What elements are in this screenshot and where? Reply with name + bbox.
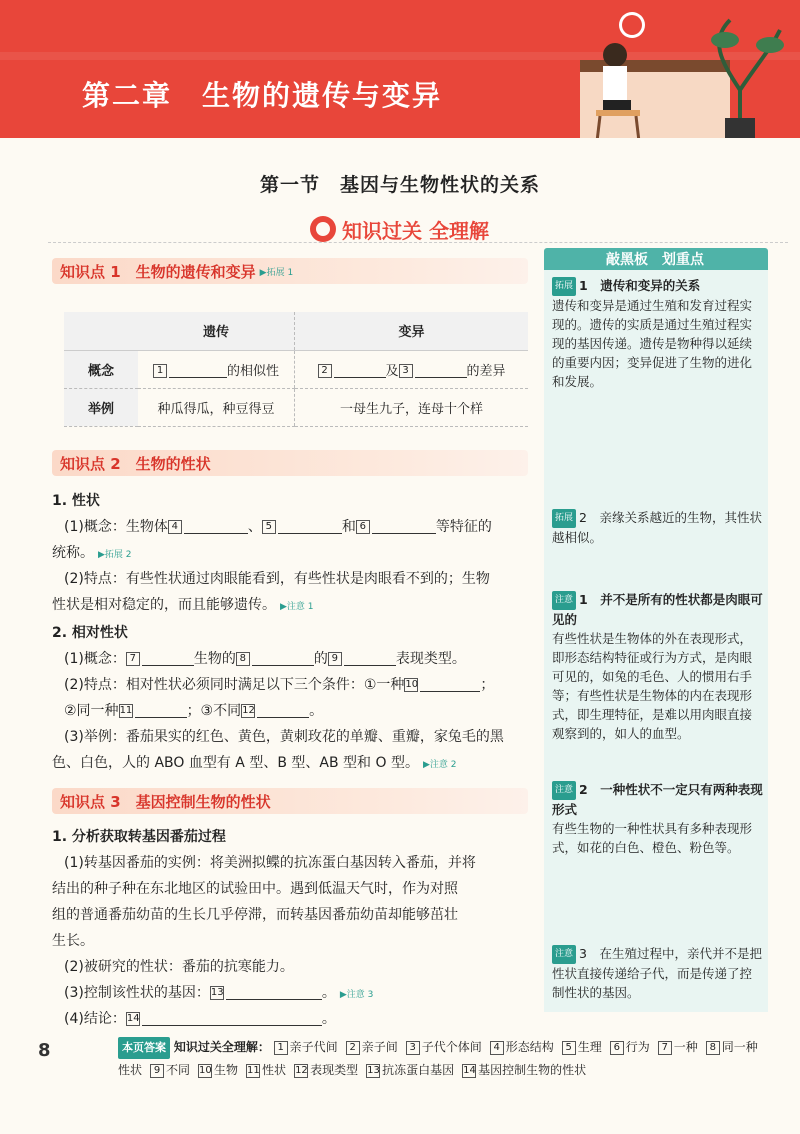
concept-heredity [138,350,295,388]
answer-number-box: 10 [199,1064,212,1076]
kp2-line5b: 生物的 [193,651,236,667]
blank-6[interactable] [372,520,436,534]
answer-number-box: 3 [406,1041,420,1055]
kp2-line6b: ； [480,677,495,693]
answer-box-13: 13 [210,987,224,998]
kp3-line7 [64,1006,336,1032]
answer-box-5: 5 [262,520,276,534]
kp2-title: 知识点 2 生物的性状 [60,454,211,473]
answer-box-8: 8 [236,652,250,666]
example-variation: 一母生九子，连母十个样 [295,388,528,426]
concept-variation-end: 的差异 [466,363,506,379]
answer-item [562,1040,602,1054]
kp3-line6-text: (3)控制该性状的基因： [64,985,210,1001]
blank-4[interactable] [184,520,248,534]
kp2-line1c: 和 [341,519,356,535]
answer-item [346,1040,398,1054]
kp2-line3: (2)特点：有些性状通过肉眼能看到，有些性状是肉眼看不到的；生物 [64,571,490,587]
answer-number-box: 9 [150,1064,164,1078]
kp3-note3[interactable]: ▶注意 3 [339,990,374,1000]
answer-item [198,1063,238,1077]
answer-text: 生物 [214,1063,239,1077]
kp2-line7 [64,698,323,724]
answer-text: 性状 [262,1063,287,1077]
table-row [64,350,528,388]
answer-text: 亲子代间 [289,1040,338,1054]
sidebar-block-title: 1 并不是所有的性状都是肉眼可见的 [552,592,763,627]
answer-text: 生理 [577,1040,602,1054]
answer-box-6: 6 [356,520,370,534]
answer-item [246,1063,286,1077]
answer-item [490,1040,554,1054]
kp3-sub1: 1. 分析获取转基因番茄过程 [52,829,226,845]
kp1-tag[interactable]: ▶拓展 1 [259,267,294,278]
blank-7[interactable] [142,652,194,666]
blank-5[interactable] [278,520,342,534]
kp2-line6a: (2)特点：相对性状必须同时满足以下三个条件：①一种 [64,677,405,693]
answer-text: 子代个体间 [421,1040,482,1054]
answer-box-14: 14 [126,1013,140,1024]
answer-item [406,1040,482,1054]
concept-heredity-text: 的相似性 [227,363,280,379]
answer-box-4: 4 [168,520,182,534]
answer-box-2: 2 [318,364,332,378]
sidebar-header-text: 敲黑板 划重点 [606,252,704,268]
kp2-sub1: 1. 性状 [52,493,100,509]
kp2-line4 [52,592,314,620]
kp2-sub2: 2. 相对性状 [52,625,128,641]
sidebar-block-note-3 [552,944,764,1002]
row-label-concept: 概念 [64,350,138,388]
blank-8[interactable] [252,652,314,666]
kp2-line2-text: 统称。 [52,545,94,561]
heredity-variation-table [64,312,528,427]
kp2-tag2[interactable]: ▶拓展 2 [98,550,132,560]
answer-text: 形态结构 [505,1040,554,1054]
answer-box-7: 7 [126,652,140,666]
kp3-title: 知识点 3 基因控制生物的性状 [60,792,271,811]
sidebar-tag: 注意 [552,781,576,800]
answer-number-box: 13 [367,1064,380,1076]
kp3-line6-end: 。 [321,985,336,1001]
kp2-line1b: 、 [247,519,262,535]
chapter-title: 第二章 生物的遗传与变异 [82,79,443,112]
answer-text: 同一种性状 [118,1040,758,1077]
kp2-note2[interactable]: ▶注意 2 [422,760,457,770]
answer-number-box: 7 [658,1041,672,1055]
answer-item [610,1040,650,1054]
kp3-line6 [64,980,373,1008]
kp3-line7-text: (4)结论： [64,1011,126,1027]
answer-item [658,1040,698,1054]
answer-number-box: 8 [706,1041,720,1055]
knowledge-banner [310,212,489,246]
answer-text: 亲子间 [361,1040,398,1054]
answer-box-12: 12 [242,705,255,716]
header-heredity: 遗传 [138,312,295,350]
section-title: 第一节 基因与生物性状的关系 [259,174,540,196]
banner-divider [48,242,788,243]
kp2-line7a: ②同一种 [64,703,119,719]
answer-number-box: 4 [490,1041,504,1055]
kp2-line4-text: 性状是相对稳定的，而且能够遗传。 [52,597,276,613]
blank-2[interactable] [334,364,386,378]
answer-item [462,1063,586,1077]
sidebar-header [544,248,768,270]
kp3-line1: (1)转基因番茄的实例：将美洲拟鲽的抗冻蛋白基因转入番茄，并将 [64,855,476,871]
sidebar-block-text: 有些生物的一种性状具有多种表现形式，如花的白色、橙色、粉色等。 [552,821,753,855]
answer-box-10: 10 [405,679,419,690]
answer-box-9: 9 [328,652,342,666]
blank-11[interactable] [135,704,187,718]
kp2-line1 [64,514,492,540]
kp3-line5: (2)被研究的性状：番茄的抗寒能力。 [64,959,294,975]
answer-text: 抗冻蛋白基因 [382,1063,455,1077]
kp3-header [52,788,528,814]
sidebar-block-extension-1 [552,276,764,391]
answer-number-box: 11 [247,1064,260,1076]
blank-14[interactable] [142,1012,322,1026]
sidebar-tag: 注意 [552,591,576,610]
kp2-note1[interactable]: ▶注意 1 [280,602,314,612]
answer-item [150,1063,190,1077]
answer-label: 本页答案 [118,1037,170,1059]
banner-icon [310,216,336,242]
answer-text: 行为 [625,1040,650,1054]
kp2-line7b: ；③不同 [186,703,242,719]
kp2-line6 [64,672,494,698]
kp2-line5a: (1)概念： [64,651,126,667]
answer-number-box: 12 [295,1064,308,1076]
banner-text: 知识过关 全理解 [342,218,489,243]
answer-number-box: 2 [346,1041,360,1055]
sidebar-block-text: 2 亲缘关系越近的生物，其性状越相似。 [552,510,762,545]
kp3-line3: 组的普通番茄幼苗的生长几乎停滞，而转基因番茄幼苗却能够茁壮 [52,907,458,923]
sidebar-block-title: 2 一种性状不一定只有两种表现形式 [552,782,763,817]
answer-item [274,1040,338,1054]
kp2-line9-text: 色、白色，人的 ABO 血型有 A 型、B 型、AB 型和 O 型。 [52,755,419,771]
answer-box-1: 1 [153,364,167,378]
answer-prefix: 知识过关全理解： [173,1040,270,1054]
kp2-line2 [52,540,132,568]
answer-text: 基因控制生物的性状 [478,1063,587,1077]
kp2-line8: (3)举例：番茄果实的红色、黄色，黄刺玫花的单瓣、重瓣，家兔毛的黑 [64,729,504,745]
sidebar-block-text: 遗传和变异是通过生殖和发育过程实现的。遗传的实质是通过生殖过程实现的基因传递。遗传是物种得以延续的重要内因；变异促进了生物的进化和发展。 [552,298,753,389]
kp2-line9 [52,750,456,778]
answer-item [294,1063,358,1077]
blank-3[interactable] [415,364,467,378]
sidebar-block-text: 3 在生殖过程中，亲代并不是把性状直接传递给子代，而是传递了控制性状的基因。 [552,946,762,1000]
kp2-line5 [64,646,466,672]
kp2-header [52,450,528,476]
answer-text: 一种 [673,1040,698,1054]
page-number: 8 [38,1040,51,1061]
kp3-line7-end: 。 [321,1011,336,1027]
sidebar-block-note-1 [552,590,764,743]
sidebar-tag: 注意 [552,945,576,964]
kp3-line4: 生长。 [52,933,94,949]
sidebar-block-note-2 [552,780,764,857]
blank-1[interactable] [169,364,227,378]
answer-box-3: 3 [399,364,413,378]
sidebar-block-extension-2 [552,508,764,547]
kp2-line5d: 表现类型。 [395,651,466,667]
chapter-header [0,0,800,138]
sidebar-block-text: 有些性状是生物体的外在表现形式，即形态结构特征或行为方式，是肉眼可见的，如兔的毛色、人的惯用右手等；有些性状是生物体的内在表现形式，即生理特征，是难以用肉眼直接观察到的，如人的血型。 [552,631,753,741]
blank-13[interactable] [226,986,322,1000]
sidebar-tag: 拓展 [552,277,576,296]
answer-number-box: 6 [610,1041,624,1055]
kp2-line5c: 的 [313,651,328,667]
concept-variation-mid: 及 [385,363,399,379]
sidebar-tag: 拓展 [552,509,576,528]
blank-10[interactable] [420,678,480,692]
blank-12[interactable] [257,704,309,718]
kp3-line2: 结出的种子种在东北地区的试验田中。遇到低温天气时，作为对照 [52,881,458,897]
row-label-example: 举例 [64,388,138,426]
kp1-header [52,258,528,284]
table-corner [64,312,138,350]
reading-girl-illustration [540,0,800,138]
blank-9[interactable] [344,652,396,666]
answer-number-box: 14 [463,1064,476,1076]
answer-key [118,1036,768,1081]
answer-item [366,1063,454,1077]
answer-number-box: 1 [274,1041,288,1055]
answer-box-11: 11 [119,705,133,716]
answer-text: 不同 [166,1063,191,1077]
kp2-line1d: 等特征的 [435,519,492,535]
table-header-row [64,312,528,350]
answer-number-box: 5 [562,1041,576,1055]
kp2-line7c: 。 [309,703,324,719]
example-heredity: 种瓜得瓜，种豆得豆 [138,388,295,426]
header-variation: 变异 [295,312,528,350]
table-row [64,388,528,426]
kp2-line1a: (1)概念：生物体 [64,519,168,535]
kp1-title: 知识点 1 生物的遗传和变异 [60,262,256,281]
answer-text: 表现类型 [310,1063,359,1077]
sidebar-block-title: 1 遗传和变异的关系 [579,278,701,293]
concept-variation [295,350,528,388]
